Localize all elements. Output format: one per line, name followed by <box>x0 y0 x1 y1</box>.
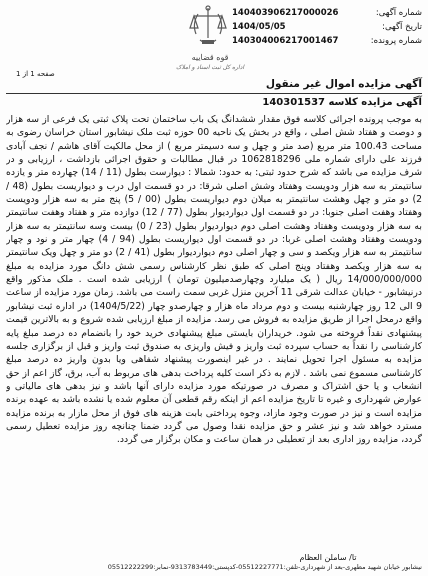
organization-subtitle: اداره کل ثبت اسناد و املاک <box>175 64 245 71</box>
organization-name: قوه قضاییه <box>191 53 229 62</box>
meta-label: تاریخ آگهی: <box>382 22 422 32</box>
judiciary-emblem-icon <box>186 4 230 50</box>
meta-case-number <box>232 34 422 48</box>
signature: تا/ ساملن العظام <box>299 553 357 562</box>
meta-label: شماره آگهی: <box>375 8 422 18</box>
notice-reference: آگهی مزایده کلاسه 140301537 <box>262 97 422 108</box>
office-address-footer: نیشابور خیابان شهید مطهری-بعد از شهرداری-تلفن:05512227771-کدپستی:9313783449-نمابر:05512222299 <box>107 563 422 571</box>
meta-notice-date <box>232 20 422 34</box>
meta-label: شماره پرونده: <box>370 36 422 46</box>
notice-meta <box>232 6 422 48</box>
notice-title: آگهی مزایده اموال غیر منقول <box>265 78 422 90</box>
meta-notice-number <box>232 6 422 20</box>
meta-value: 140403906217000026 <box>232 8 339 18</box>
meta-value: 1404/05/05 <box>232 22 286 32</box>
notice-body: به موجب پرونده اجرائی کلاسه فوق مقدار ششدانگ یک باب ساختمان تحت پلاک ثبتی یک فرعی از سه هزار و دوصت و هفتاد شش اصلی ، واقع در بخش یک ناحیه 00 حوزه ثبت ملک نیشابور استان خراسان رضوی به مساحت 100.43 متر مربع (صد متر و چهل و سه دسیمتر مربع ) از محل مالکیت آقای هاشم / نجف آبادی فرزند علی دارای شماره ملی 1062818296 در قبال مطالبات و حقوق اجرائی بازداشت ، ارزیابی و در شرف مزایده می باشد که شرح حدود ثبتی: به حدود: شمالا : دیوارست بطول (11 / 14) چهارده متر و یازده سانتیمتر به سه هزار ودویست وهفتاد وشش اصلی شرقا: در دو قسمت اول درب و دیواریست بطول (48 / 2) دو متر و چهل وهشت سانتیمتر به میلان دوم دیواریست بطول (00 / 5) پنج متر به سه هزار ودویست وهفتاد وهفت اصلی جنوبا: در دو قسمت اول دیواردیوار بطول (77 / 12) دوازده متر و هفتاد وهفت سانتیمتر به سه هزار ودویست وهفتاد وهشت اصلی دوم دیواردیوار بطول (23 / 0) بیست وسه سانتیمتر به سه هزار ودویست وهفتاد وهشت اصلی غربا: در دو قسمت اول دیواریست بطول (94 / 4) چهار متر و نود و چهار سانتیمتر به سه هزار ویکصد و سی و چهار اصلی دوم دیواردیوار بطول (41 / 2) دو متر و چهل ویک سانتیمتر به سه هزار ویکصد وهفتاد وپنج اصلی که طبق نظر کارشناس رسمی شش دانگ مورد مزایده به مبلغ 14/000/000/000 ریال ( یک میلیارد وچهارصدمیلیون تومان ) ارزیابی شده است . ملک مذکور واقع درنیشابور - خیابان عدالت شرقی 11 آخرین منزل غربی سمت راست می باشد. زمان مورد مزایده از ساعت 9 الی 12 روز چهارشنبه بیست و دوم مرداد ماه هزار و چهارصدو چهار (1404/5/22) در اداره ثبت نیشابور واقع درمحل اجرا از طریق مزایده به فروش می رسد. مزایده از مبلغ ارزیابی شده شروع و به بالاترین قیمت پیشنهادی نقداً فروخته می شود. خریداران بایستی مبلغ پیشنهادی خرید خود را بانضمام ده درصد مبلغ پایه کارشناسی را نقداً به حساب سپرده ثبت واریز و فیش واریزی به صندوق ثبت واریز و قبل از برگزاری جلسه مزایده به مسئول اجرا تحویل نمایند . در غیر اینصورت پیشنهاد شفاهی ویا بدون واریز ده درصد مبلغ کارشناسی مسموع نمی باشد . لازم به ذکر است کلیه پرداخت بدهی های مربوط به آب، برق، گاز اعم از حق انشعاب و یا حق اشتراک و مصرف در صورتیکه مورد مزایده دارای آنها باشد و نیز بدهی های مالیاتی و عوارض شهرداری و غیره تا تاریخ مزایده اعم از اینکه رقم قطعی آن معلوم شده یا نشده باشد به عهده برنده مزایده است و نیز در صورت وجود مازاد، وجوه پرداختی بابت هزینه های فوق از محل مازار به برنده مزایده مسترد خواهد شد و نیز عشر و حق مزایده نقدا وصول می گردد ضمنا چنانچه روز مزایده تعطیل رسمی گردد، مزایده روز اداری بعد از تعطیلی در همان ساعت و مکان برگزار می گردد. <box>6 114 422 446</box>
meta-value: 140304006217001467 <box>232 36 339 46</box>
page-number: صفحه 1 از 1 <box>16 70 55 78</box>
title-divider <box>6 93 422 94</box>
